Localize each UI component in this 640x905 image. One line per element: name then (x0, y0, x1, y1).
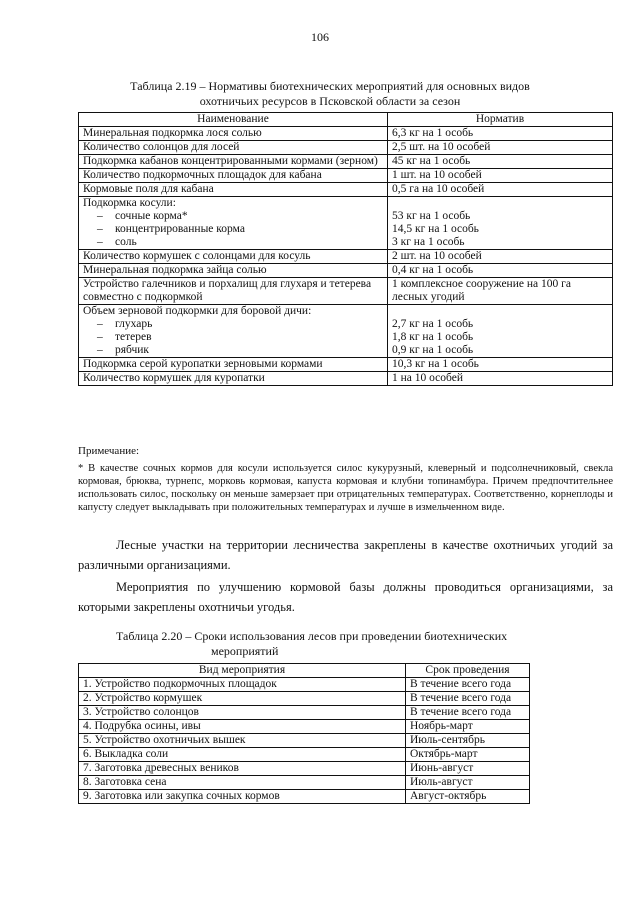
row-name: Минеральная подкормка лося солью (79, 127, 388, 141)
row-period: Июнь-август (406, 762, 530, 776)
sub-item: – тетерев (97, 331, 152, 343)
row-activity: 7. Заготовка древесных веников (79, 762, 406, 776)
row-name: Количество подкормочных площадок для кабана (79, 169, 388, 183)
group-title: Подкормка косули: (83, 197, 176, 209)
table2-caption (116, 629, 556, 659)
table1-caption-line1: Таблица 2.19 – Нормативы биотехнических мероприятий для основных видов (130, 79, 530, 93)
row-norm: 1 шт. на 10 особей (388, 169, 613, 183)
row-period: В течение всего года (406, 678, 530, 692)
table-row (79, 169, 613, 183)
note-title: Примечание: (78, 445, 140, 457)
page-number: 106 (311, 30, 329, 44)
row-norm: 2 шт. на 10 особей (388, 250, 613, 264)
table-row (79, 264, 613, 278)
sub-item: – соль (97, 236, 137, 248)
table-header-row (79, 664, 530, 678)
row-name: Подкормка серой куропатки зерновыми кормами (79, 358, 388, 372)
row-period: Октябрь-март (406, 748, 530, 762)
table2-caption-line1: Таблица 2.20 – Сроки использования лесов при проведении биотехнических (116, 629, 508, 643)
row-activity: 6. Выкладка соли (79, 748, 406, 762)
table-row (79, 278, 613, 305)
table-row (79, 372, 613, 386)
schedule-table (78, 663, 530, 804)
table-row (79, 678, 530, 692)
table-row (79, 155, 613, 169)
group-title: Объем зерновой подкормки для боровой дичи: (83, 305, 312, 317)
row-name: Минеральная подкормка зайца солью (79, 264, 388, 278)
row-activity: 5. Устройство охотничьих вышек (79, 734, 406, 748)
table-row (79, 692, 530, 706)
table-row (79, 183, 613, 197)
row-activity: 4. Подрубка осины, ивы (79, 720, 406, 734)
row-period: Июль-август (406, 776, 530, 790)
table-row (79, 790, 530, 804)
sub-norm: 53 кг на 1 особь (392, 210, 471, 222)
row-norm: 6,3 кг на 1 особь (388, 127, 613, 141)
row-norm: 1 комплексное сооружение на 100 га лесных угодий (388, 278, 613, 305)
row-name: Количество солонцов для лосей (79, 141, 388, 155)
table-row (79, 358, 613, 372)
column-header-norm: Норматив (388, 113, 613, 127)
sub-item: – рябчик (97, 344, 149, 356)
table-row (79, 250, 613, 264)
footnote: * В качестве сочных кормов для косули используется силос кукурузный, клеверный и подсолнечниковый, свекла кормовая, брюква, турнепс, морковь кормовая, капуста кормовая и клубни топинамбура. Причем предпочтительнее использовать силос, поскольку он меньше замерзает при отрицательных температурах. Соответственно, корнеплоды и капусту следует выкладывать при положительных температурах и лучше в измельченном виде. (78, 463, 613, 513)
column-header-name: Наименование (79, 113, 388, 127)
table-row (79, 141, 613, 155)
table-row (79, 748, 530, 762)
table1-caption-line2: охотничьих ресурсов в Псковской области за сезон (199, 94, 461, 108)
row-norm: 0,5 га на 10 особей (388, 183, 613, 197)
paragraph: Мероприятия по улучшению кормовой базы должны проводиться организациями, за которыми закреплены охотничьи угодья. (78, 580, 613, 614)
row-norm-group (388, 305, 613, 358)
table1-caption (90, 79, 570, 109)
sub-norm: 14,5 кг на 1 особь (392, 223, 479, 235)
row-norm-group (388, 197, 613, 250)
row-name-group (79, 305, 388, 358)
row-name: Устройство галечников и порхалищ для глухаря и тетерева совместно с подкормкой (79, 278, 388, 305)
row-activity: 3. Устройство солонцов (79, 706, 406, 720)
row-period: Июль-сентябрь (406, 734, 530, 748)
sub-norm: 1,8 кг на 1 особь (392, 331, 474, 343)
row-name: Кормовые поля для кабана (79, 183, 388, 197)
row-activity: 9. Заготовка или закупка сочных кормов (79, 790, 406, 804)
sub-item: – концентрированные корма (97, 223, 245, 235)
column-header-period: Срок проведения (406, 664, 530, 678)
table-header-row (79, 113, 613, 127)
sub-norm: 0,9 кг на 1 особь (392, 344, 474, 356)
norms-table (78, 112, 613, 386)
row-name: Количество кормушек с солонцами для косуль (79, 250, 388, 264)
row-norm: 45 кг на 1 особь (388, 155, 613, 169)
paragraph: Лесные участки на территории лесничества закреплены в качестве охотничьих угодий за различными организациями. (78, 538, 613, 572)
sub-item: – глухарь (97, 318, 153, 330)
table2-caption-line2: мероприятий (211, 644, 279, 658)
column-header-activity: Вид мероприятия (79, 664, 406, 678)
table-row (79, 776, 530, 790)
row-period: В течение всего года (406, 692, 530, 706)
row-activity: 1. Устройство подкормочных площадок (79, 678, 406, 692)
table-row (79, 127, 613, 141)
row-norm: 1 на 10 особей (388, 372, 613, 386)
row-activity: 8. Заготовка сена (79, 776, 406, 790)
table-row (79, 734, 530, 748)
row-name: Количество кормушек для куропатки (79, 372, 388, 386)
row-period: В течение всего года (406, 706, 530, 720)
table-row (79, 706, 530, 720)
table-row (79, 305, 613, 358)
row-name-group (79, 197, 388, 250)
row-activity: 2. Устройство кормушек (79, 692, 406, 706)
row-norm: 2,5 шт. на 10 особей (388, 141, 613, 155)
row-name: Подкормка кабанов концентрированными кормами (зерном) (79, 155, 388, 169)
sub-norm: 3 кг на 1 особь (392, 236, 465, 248)
table-row (79, 197, 613, 250)
row-norm: 10,3 кг на 1 особь (388, 358, 613, 372)
row-period: Ноябрь-март (406, 720, 530, 734)
row-norm: 0,4 кг на 1 особь (388, 264, 613, 278)
table-row (79, 762, 530, 776)
row-period: Август-октябрь (406, 790, 530, 804)
sub-item: – сочные корма* (97, 210, 188, 222)
table-row (79, 720, 530, 734)
sub-norm: 2,7 кг на 1 особь (392, 318, 474, 330)
